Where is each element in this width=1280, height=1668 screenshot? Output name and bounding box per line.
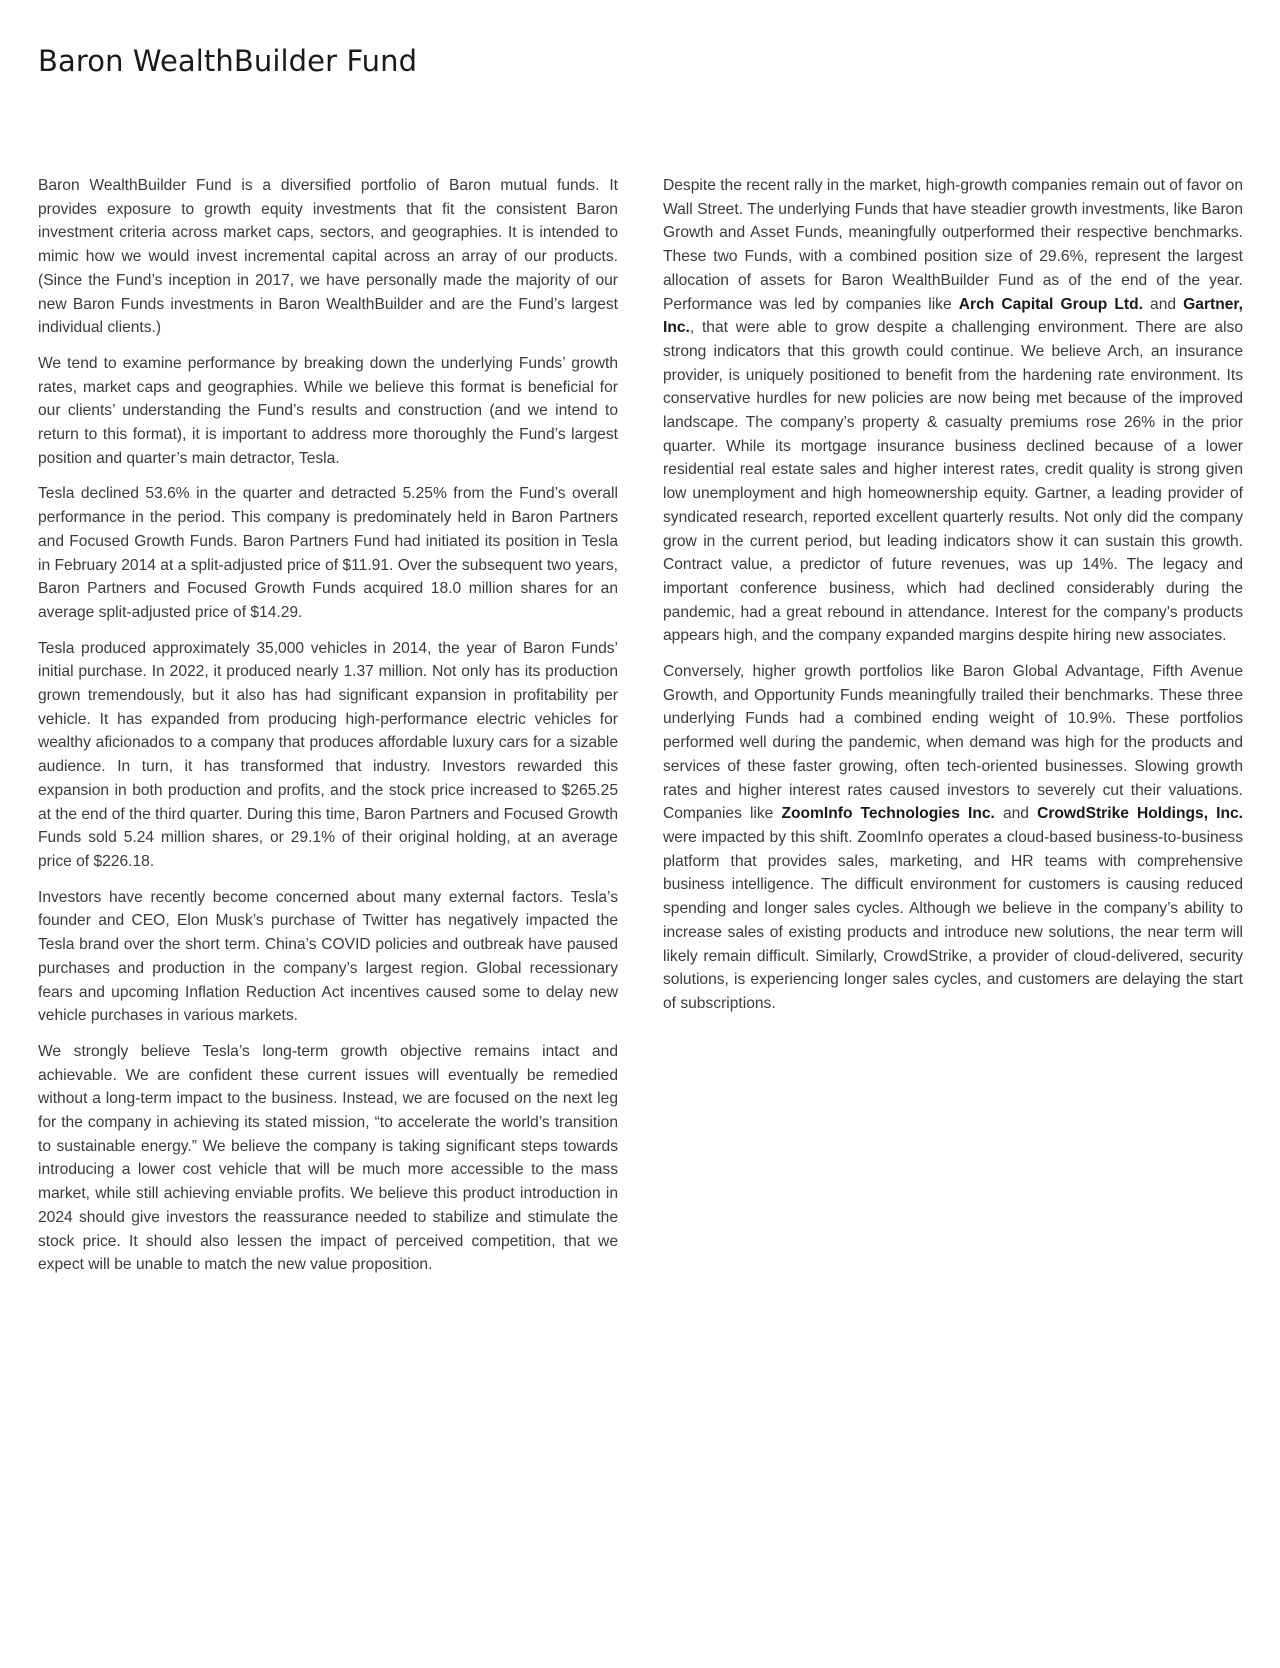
text-run: were impacted by this shift. ZoomInfo operates a cloud-based business-to-business platform that provides sales, marketing, and HR teams with comprehensive business intelligence. The difficult environment for customers is causing reduced spending and longer sales cycles. Although we believe in the company’s ability to increase sales of existing products and introduce new solutions, the near term will likely remain difficult. Similarly, CrowdStrike, a provider of cloud-delivered, security solutions, is experiencing longer sales cycles, and customers are delaying the start of subscriptions. — [663, 828, 1243, 1012]
paragraph — [663, 174, 1243, 648]
paragraph: We strongly believe Tesla’s long-term growth objective remains intact and achievable. We are confident these current issues will eventually be remedied without a long-term impact to the business. Instead, we are focused on the next leg for the company in achieving its stated mission, “to accelerate the world’s transition to sustainable energy.” We believe the company is taking significant steps towards introducing a lower cost vehicle that will be much more accessible to the mass market, while still achieving enviable profits. We believe this product introduction in 2024 should give investors the reassurance needed to stabilize and stimulate the stock price. It should also lessen the impact of perceived competition, that we expect will be unable to match the new value proposition. — [38, 1042, 618, 1274]
paragraph — [663, 660, 1243, 1016]
paragraph: Tesla produced approximately 35,000 vehicles in 2014, the year of Baron Funds’ initial purchase. In 2022, it produced nearly 1.37 million. Not only has its production grown tremendously, but it also has had significant expansion in profitability per vehicle. It has expanded from producing high-performance electric vehicles for wealthy aficionados to a company that produces affordable luxury cars for a sizable audience. In turn, it has transformed that industry. Investors rewarded this expansion in both production and profits, and the stock price increased to $265.25 at the end of the third quarter. During this time, Baron Partners and Focused Growth Funds sold 5.24 million shares, or 29.1% of their original holding, at an average price of $226.18. — [38, 639, 618, 870]
right-column — [663, 174, 1243, 1028]
left-column — [38, 174, 618, 1289]
text-run: and — [994, 805, 1038, 823]
page-title: Baron WealthBuilder Fund — [38, 44, 418, 78]
paragraph: Investors have recently become concerned about many external factors. Tesla’s founder and CEO, Elon Musk’s purchase of Twitter has negatively impacted the Tesla brand over the short term. China’s COVID policies and outbreak have paused purchases and production in the company’s largest region. Global recessionary fears and upcoming Inflation Reduction Act incentives caused some to delay new vehicle purchases in various markets. — [38, 888, 618, 1025]
company-name: Gartner, Inc. — [663, 295, 1243, 337]
company-name: CrowdStrike Holdings, Inc. — [1037, 805, 1243, 823]
paragraph: Baron WealthBuilder Fund is a diversified portfolio of Baron mutual funds. It provides exposure to growth equity investments that fit the consistent Baron investment criteria across market caps, sectors, and geographies. It is intended to mimic how we would invest incremental capital across an array of our products. (Since the Fund’s inception in 2017, we have personally made the majority of our new Baron Funds investments in Baron WealthBuilder and are the Fund’s largest individual clients.) — [38, 177, 618, 337]
text-run: Conversely, higher growth portfolios like Baron Global Advantage, Fifth Avenue Growth, and Opportunity Funds meaningfully trailed their benchmarks. These three underlying Funds had a combined ending weight of 10.9%. These portfolios performed well during the pandemic, when demand was high for the products and services of these faster growing, often tech-oriented businesses. Slowing growth rates and higher interest rates caused investors to severely cut their valuations. Companies like — [663, 663, 1243, 823]
paragraph: Tesla declined 53.6% in the quarter and detracted 5.25% from the Fund’s overall performance in the period. This company is predominately held in Baron Partners and Focused Growth Funds. Baron Partners Fund had initiated its position in Tesla in February 2014 at a split-adjusted price of $11.91. Over the subsequent two years, Baron Partners and Focused Growth Funds acquired 18.0 million shares for an average split-adjusted price of $14.29. — [38, 485, 618, 621]
text-run: Despite the recent rally in the market, high-growth companies remain out of favor on Wall Street. The underlying Funds that have steadier growth investments, like Baron Growth and Asset Funds, meaningfully outperformed their respective benchmarks. These two Funds, with a combined position size of 29.6%, represent the largest allocation of assets for Baron WealthBuilder Fund as of the end of the year. Performance was led by companies like — [663, 177, 1243, 313]
company-name: Arch Capital Group Ltd. — [958, 295, 1143, 313]
text-run: , that were able to grow despite a challenging environment. There are also strong indicators that this growth could continue. We believe Arch, an insurance provider, is uniquely positioned to benefit from the hardening rate environment. Its conservative hurdles for new policies are now being met because of the improved landscape. The company’s property & casualty premiums rose 26% in the prior quarter. While its mortgage insurance business declined because of a lower residential real estate sales and higher interest rates, credit quality is strong given low unemployment and high homeownership equity. Gartner, a leading provider of syndicated research, reported excellent quarterly results. Not only did the company grow in the current period, but leading indicators show it can sustain this growth. Contract value, a predictor of future revenues, was up 14%. The legacy and important conference business, which had declined considerably during the pandemic, had a great rebound in attendance. Interest for the company’s products appears high, and the company expanded margins despite hiring new associates. — [663, 319, 1243, 645]
text-run: and — [1142, 295, 1184, 313]
paragraph: We tend to examine performance by breaking down the underlying Funds’ growth rates, market caps and geographies. While we believe this format is beneficial for our clients’ understanding the Fund’s results and construction (and we intend to return to this format), it is important to address more thoroughly the Fund’s largest position and quarter’s main detractor, Tesla. — [38, 354, 618, 467]
company-name: ZoomInfo Technologies Inc. — [781, 805, 995, 823]
